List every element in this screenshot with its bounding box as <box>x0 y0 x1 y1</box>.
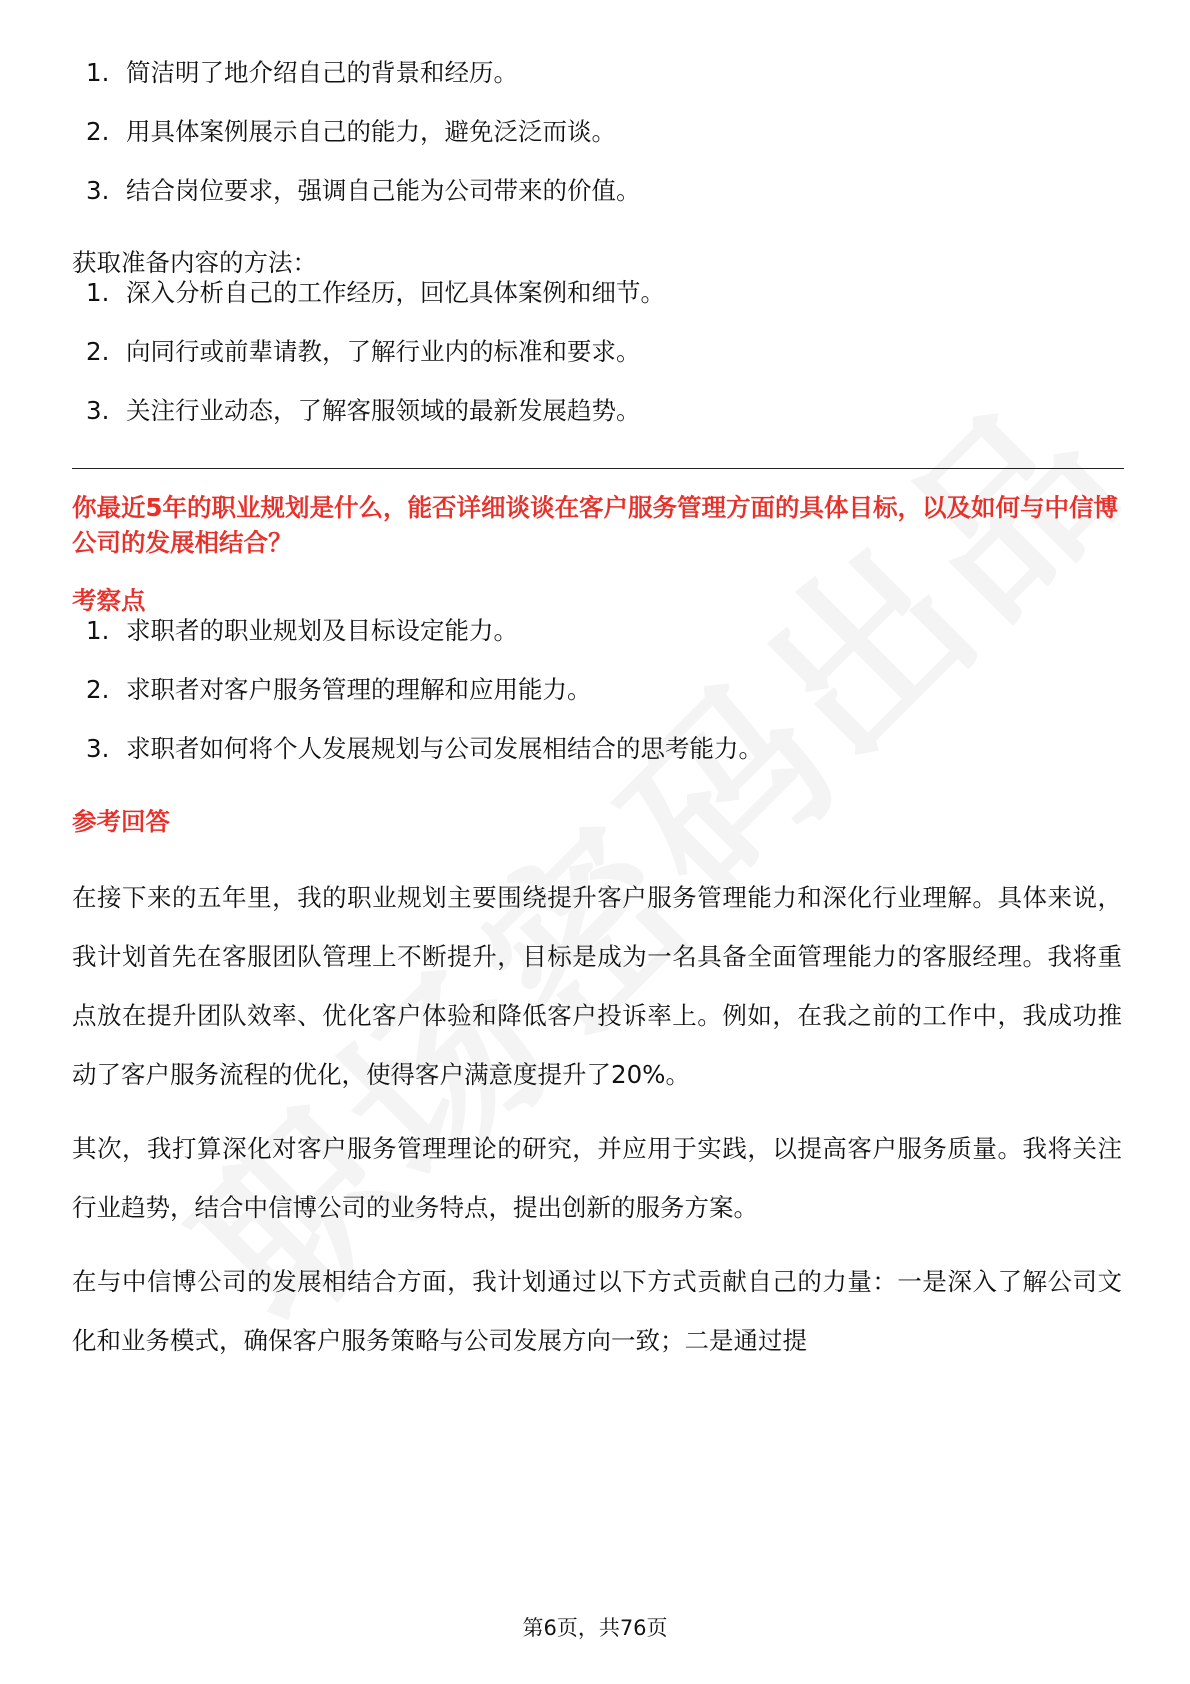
page-number: 第6页，共76页 <box>522 1616 668 1640</box>
reference-answer-label: 参考回答 <box>72 807 170 836</box>
methods-list <box>72 278 1122 426</box>
answer-paragraph: 在接下来的五年里，我的职业规划主要围绕提升客户服务管理能力和深化行业理解。具体来说，我计划首先在客服团队管理上不断提升，目标是成为一名具备全面管理能力的客服经理。我将重点放在提升团队效率、优化客户体验和降低客户投诉率上。例如，在我之前的工作中，我成功推动了客户服务流程的优化，使得客户满意度提升了20%。 <box>72 883 1122 1089</box>
list-text: 简洁明了地介绍自己的背景和经历。 <box>126 58 518 87</box>
list-item <box>72 675 1122 705</box>
list-item <box>72 176 1122 206</box>
list-text: 关注行业动态，了解客服领域的最新发展趋势。 <box>126 396 641 425</box>
list-item <box>72 117 1122 147</box>
assessment-points-label: 考察点 <box>72 586 146 615</box>
methods-heading: 获取准备内容的方法： <box>72 248 317 277</box>
list-item <box>72 58 1122 88</box>
assessment-points-list <box>72 616 1122 764</box>
list-text: 向同行或前辈请教，了解行业内的标准和要求。 <box>126 337 641 366</box>
list-number: 1. <box>86 278 110 307</box>
list-item <box>72 396 1122 426</box>
list-text: 用具体案例展示自己的能力，避免泛泛而谈。 <box>126 117 616 146</box>
list-text: 求职者如何将个人发展规划与公司发展相结合的思考能力。 <box>126 734 763 763</box>
section-divider <box>72 468 1124 469</box>
list-item <box>72 337 1122 367</box>
list-text: 求职者的职业规划及目标设定能力。 <box>126 616 518 645</box>
interview-question: 你最近5年的职业规划是什么，能否详细谈谈在客户服务管理方面的具体目标，以及如何与中信博公司的发展相结合？ <box>72 493 1119 557</box>
document-page <box>72 58 1122 1370</box>
list-text: 求职者对客户服务管理的理解和应用能力。 <box>126 675 592 704</box>
list-number: 1. <box>86 616 110 645</box>
list-number: 2. <box>86 117 110 146</box>
list-number: 2. <box>86 337 110 366</box>
list-item <box>72 616 1122 646</box>
list-text: 深入分析自己的工作经历，回忆具体案例和细节。 <box>126 278 665 307</box>
list-number: 3. <box>86 396 110 425</box>
list-item <box>72 278 1122 308</box>
list-item <box>72 734 1122 764</box>
list-number: 1. <box>86 58 110 87</box>
answer-paragraph: 在与中信博公司的发展相结合方面，我计划通过以下方式贡献自己的力量：一是深入了解公司文化和业务模式，确保客户服务策略与公司发展方向一致；二是通过提 <box>72 1267 1122 1355</box>
tips-list <box>72 58 1122 206</box>
answer-paragraph: 其次，我打算深化对客户服务管理理论的研究，并应用于实践，以提高客户服务质量。我将关注行业趋势，结合中信博公司的业务特点，提出创新的服务方案。 <box>72 1134 1122 1222</box>
list-number: 3. <box>86 734 110 763</box>
list-text: 结合岗位要求，强调自己能为公司带来的价值。 <box>126 176 641 205</box>
list-number: 3. <box>86 176 110 205</box>
list-number: 2. <box>86 675 110 704</box>
